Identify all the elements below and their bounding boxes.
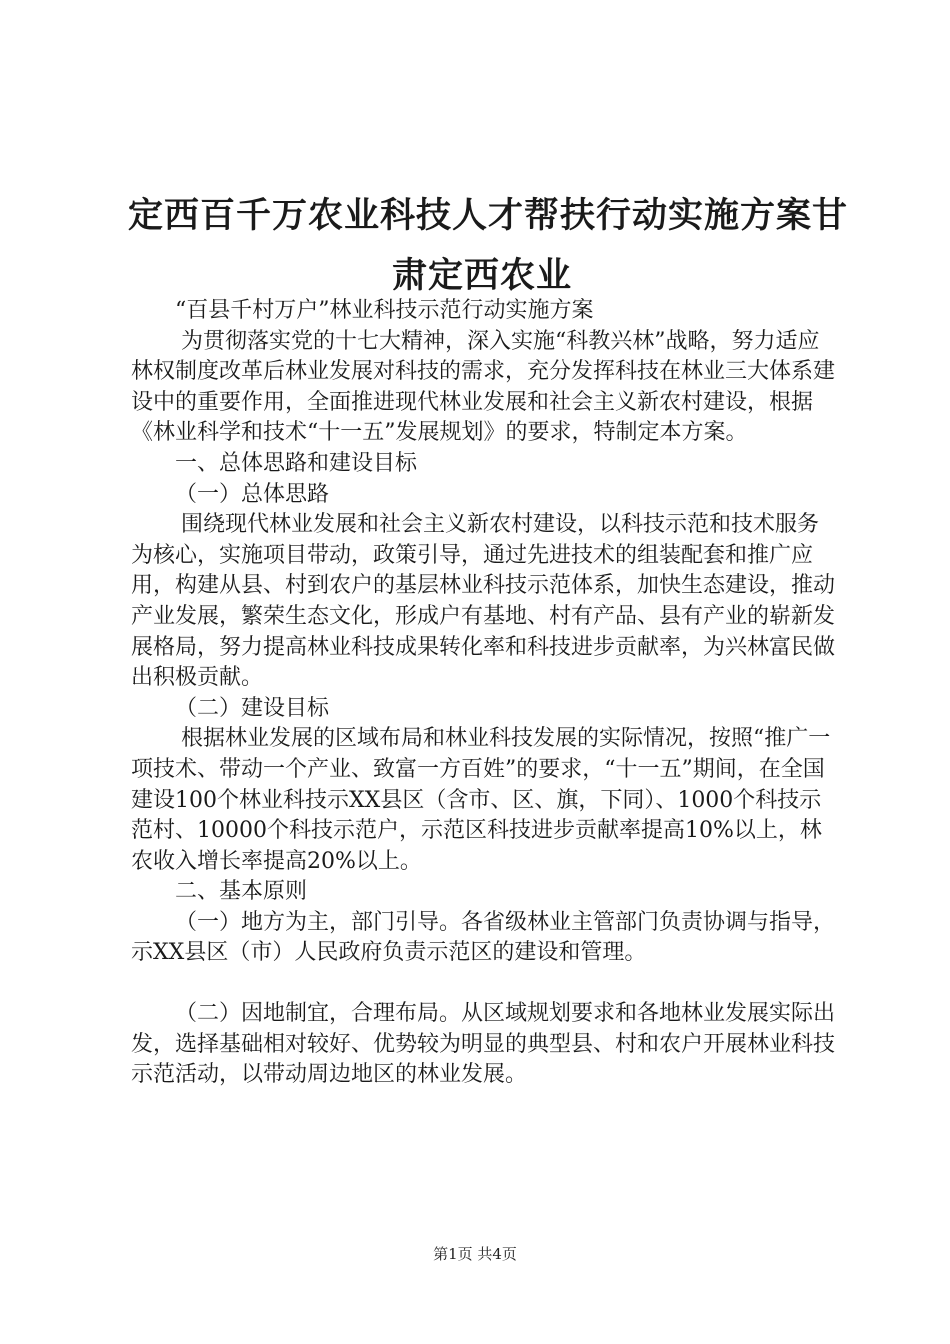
principle-2-paragraph: （二）因地制宜，合理布局。从区域规划要求和各地林业发展实际出发，选择基础相对较好、优势较为明显的典型县、村和农户开展林业科技示范活动，以带动周边地区的林业发展。 [131,1001,836,1088]
document-body [131,296,836,1091]
principle-1-paragraph: （一）地方为主，部门引导。各省级林业主管部门负责协调与指导，示XX县区（市）人民政府负责示范区的建设和管理。 [131,909,836,966]
document-title-line-2: 肃定西农业 [392,256,573,296]
subsection-heading-1-2: （二）建设目标 [175,695,330,721]
subsection-heading-1-1: （一）总体思路 [175,481,330,507]
subtitle-paragraph: “百县千村万户”林业科技示范行动实施方案 [175,298,594,323]
construction-goals-paragraph: 根据林业发展的区域布局和林业科技发展的实际情况，按照“推广一项技术、带动一个产业、致富一方百姓”的要求，“十一五”期间，在全国建设100个林业科技示XX县区（含市、区、旗，下同）、1000个科技示范村、10000个科技示范户，示范区科技进步贡献率提高10%以上，林农收入增长率提高20%以上。 [131,726,831,874]
intro-paragraph: 为贯彻落实党的十七大精神，深入实施“科教兴林”战略，努力适应林权制度改革后林业发展对科技的需求，充分发挥科技在林业三大体系建设中的重要作用，全面推进现代林业发展和社会主义新农村建设，根据《林业科学和技术“十一五”发展规划》的要求，特制定本方案。 [131,328,836,446]
paragraph-gap [131,969,836,999]
overall-approach-paragraph: 围绕现代林业发展和社会主义新农村建设，以科技示范和技术服务为核心，实施项目带动，政策引导，通过先进技术的组装配套和推广应用，构建从县、村到农户的基层林业科技示范体系，加快生态建设，推动产业发展，繁荣生态文化，形成户有基地、村有产品、县有产业的崭新发展格局，努力提高林业科技成果转化率和科技进步贡献率，为兴林富民做出积极贡献。 [131,512,836,691]
section-heading-2: 二、基本原则 [175,879,308,905]
section-heading-1: 一、总体思路和建设目标 [175,450,418,476]
page-footer: 第1页 共4页 [433,1245,517,1263]
document-title-line-1: 定西百千万农业科技人才帮扶行动实施方案甘 [128,196,849,236]
